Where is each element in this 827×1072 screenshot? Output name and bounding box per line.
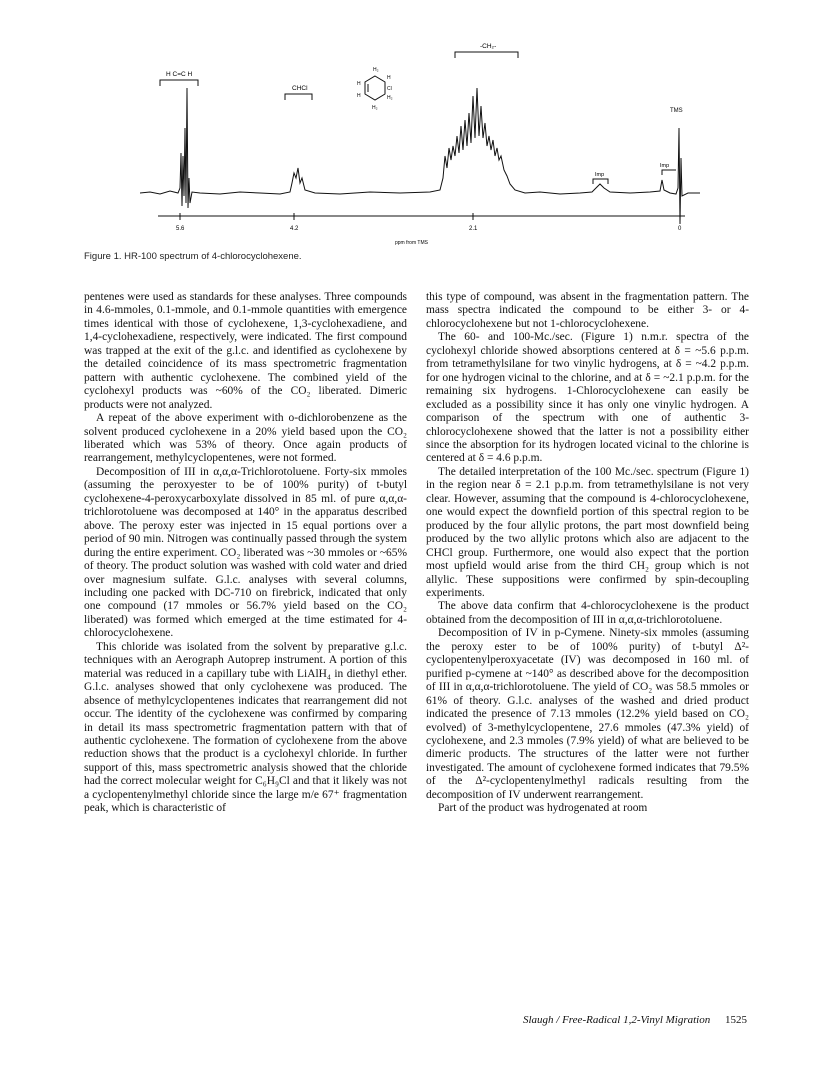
paragraph: Decomposition of III in α,α,α-Trichlorotoluene. Forty-six mmoles (assuming the peroxyester to be of 100% purity) of t-butyl cyclohexene-4-peroxycarboxylate dissolved in 85 ml. of pure α,α,α-trichlorotoluene was decomposed at 140° in the apparatus described above. The peroxy ester was injected in 15 equal portions over a period of 90 min. Nitrogen was continually passed through the system during the entire experiment. CO₂ liberated was ~30 mmoles or ~65% of theory. The product solution was washed with cold water and dried over magnesium sulfate. G.l.c. analyses with several columns, including one packed with DC-710 on firebrick, indicated that only one compound (17 mmoles or 56.7% yield based on the CO₂ liberated) was formed which emerged at the time estimated for 4-chlorocyclohexene. <box>84 465 407 640</box>
chcl-label: CHCl <box>292 85 308 92</box>
vinyl-label: H C=C H <box>166 71 193 78</box>
paragraph: This chloride was isolated from the solvent by preparative g.l.c. techniques with an Aerograph Autoprep instrument. A portion of this material was reduced in a capillary tube with LiAlH₄ in diethyl ether. G.l.c. analyses showed that only cyclohexene was produced. The absence of methylcyclopentenes indicates that rearrangement did not occur. The identity of the cyclohexene was confirmed by comparing in detail its mass spectrometric fragmentation pattern with that of authentic cyclohexene. The formation of cyclohexene from the above reduction shows that the product is a cyclohexyl chloride. In further support of this, mass spectrometric analysis showed that the chloride had the correct molecular weight for C₆H₉Cl and that it likely was not a cyclopentenylmethyl chloride since the large m/e 67⁺ fragmentation peak, which is characteristic of <box>84 640 407 815</box>
paragraph: Part of the product was hydrogenated at room <box>438 802 648 815</box>
tms-label: TMS <box>670 108 683 114</box>
bracket-vinyl <box>160 80 198 86</box>
right-column <box>426 291 749 816</box>
page-number: 1525 <box>725 1014 747 1026</box>
ring-atom-label: H <box>357 93 361 99</box>
paragraph: The 60- and 100-Mc./sec. (Figure 1) n.m.r. spectra of the cyclohexyl chloride showed absorptions centered at δ = ~5.6 p.p.m. from tetramethylsilane for two vinylic hydrogens, at δ = ~4.2 p.p.m. for one hydrogen vicinal to the chlorine, and at δ = ~2.1 p.p.m. for the remaining six hydrogens. 1-Chlorocyclohexene can easily be excluded as a possibility since it has only one vinylic hydrogen. A comparison of the spectrum with one of authentic 3-chlorocyclohexene showed that the latter is not a possibility either since the absorption for its hydrogen located vicinal to the chlorine is centered at δ = 4.6 p.p.m. <box>426 331 749 465</box>
ring-atom-label: Cl <box>387 86 392 92</box>
spectrum-trace <box>140 88 700 224</box>
figure-caption: Figure 1. HR-100 spectrum of 4-chlorocyclohexene. <box>84 251 302 262</box>
bracket-imp-1 <box>593 179 608 184</box>
x-axis-title: ppm from TMS <box>395 240 428 246</box>
bracket-imp-2 <box>662 170 676 175</box>
tick-label: 5.6 <box>176 226 185 232</box>
ring-atom-label: H₂ <box>387 95 393 101</box>
nmr-spectrum-plot <box>140 28 700 258</box>
bracket-chcl <box>285 94 312 100</box>
ring-atom-label: H₂ <box>372 105 378 111</box>
bracket-ch2 <box>455 52 518 58</box>
left-column <box>84 291 407 816</box>
paragraph: Decomposition of IV in p-Cymene. Ninety-six mmoles (assuming the peroxy ester to be of 100% purity) of t-butyl Δ²-cyclopentenylperoxyacetate (IV) was decomposed in 160 ml. of purified p-cymene at ~140° as described above for the decomposition of III in α,α,α-trichlorotoluene. The yield of CO₂ was 58.5 mmoles or 61% of theory. G.l.c. analyses of the washed and dried product indicated the presence of 7.13 mmoles (12.2% yield based on CO₂ evolved) of 3-methylcyclopentene, 27.6 mmoles (47.3% yield) of cyclohexene, and 2.3 mmoles (7.9% yield) of what are believed to be dimeric products. The structures of the latter were not further investigated. The amount of cyclohexene formed indicates that 79.5% of the Δ²-cyclopentenylmethyl radicals resulting from the decomposition of IV underwent rearrangement. <box>426 627 749 801</box>
ring-atom-label: H <box>357 81 361 87</box>
page-footer <box>523 1014 747 1026</box>
running-title: Slaugh / Free-Radical 1,2-Vinyl Migration <box>522 1014 711 1026</box>
paragraph: this type of compound, was absent in the fragmentation pattern. The mass spectra indicated the compound to be either 3- or 4-chlorocyclohexene but not 1-chlorocyclohexene. <box>426 291 749 330</box>
tick-label: 0 <box>678 226 682 232</box>
imp-label: Imp <box>595 172 605 178</box>
nmr-spectrum-figure <box>140 28 700 258</box>
paragraph: The detailed interpretation of the 100 Mc./sec. spectrum (Figure 1) in the region near δ = 2.1 p.p.m. from tetramethylsilane is not very clear. However, assuming that the compound is 4-chlorocyclohexene, one would expect the downfield portion of this spectral region to be produced by the four allylic protons, the part most downfield being produced by the two allylic protons which also are adjacent to the CHCl group. Furthermore, one would also expect that the portion most upfield would arise from the third CH₂ group which is not allylic. These suppositions were confirmed by spin-decoupling experiments. <box>426 465 749 599</box>
chlorocyclohexene-structure <box>357 67 393 111</box>
paragraph: A repeat of the above experiment with o-dichlorobenzene as the solvent produced cyclohexene in a 20% yield based upon the CO₂ liberated which was 53% of theory. Once again products of rearrangement, methylcyclopentenes, were not formed. <box>84 412 407 465</box>
paragraph: pentenes were used as standards for these analyses. Three compounds in 4.6-mmoles, 0.1-mmole, and 0.1-mmole quantities with emergence times identical with those of cyclohexene, 1,3-cyclohexadiene, and 1,4-cyclohexadiene, respectively, were indicated. The first compound was trapped at the exit of the g.l.c. and identified as cyclohexene by the detailed coincidence of its mass spectrometric fragmentation pattern with authentic cyclohexene. The combined yield of the cyclohexyl products was ~60% of the CO₂ liberated. Dimeric products were not analyzed. <box>84 291 407 411</box>
imp-label: Imp <box>660 163 670 169</box>
ring-atom-label: H₂ <box>373 67 379 73</box>
ch2-label: -CH₂- <box>480 43 497 50</box>
tick-label: 2.1 <box>469 226 478 232</box>
paragraph: The above data confirm that 4-chlorocyclohexene is the product obtained from the decomposition of III in α,α,α-trichlorotoluene. <box>426 600 749 626</box>
tick-label: 4.2 <box>290 226 299 232</box>
ring-atom-label: H <box>387 75 391 81</box>
